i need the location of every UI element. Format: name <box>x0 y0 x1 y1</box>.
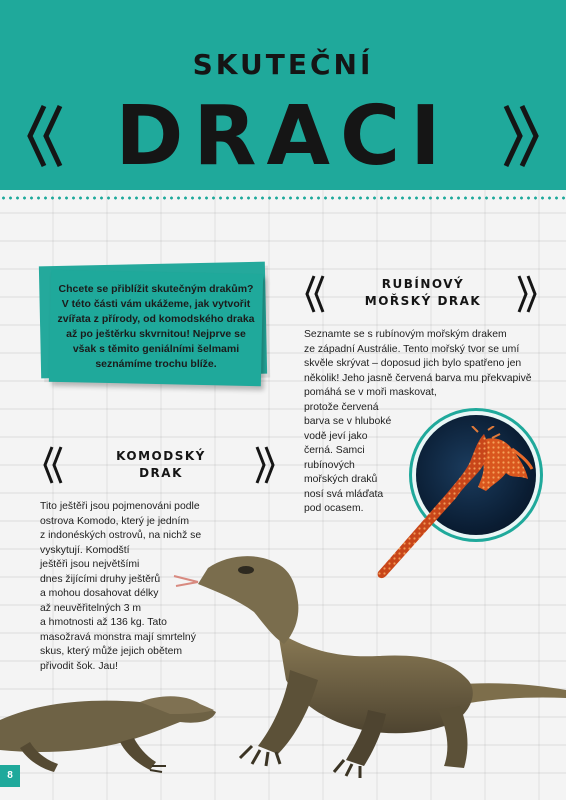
text-line: rubínových <box>304 459 355 471</box>
double-chevron-left-icon <box>304 274 326 314</box>
komodo-dragon-small-photo <box>0 680 220 785</box>
text-line: ostrova Komodo, který je jedním <box>40 515 190 527</box>
text-line: černá. Samci <box>304 445 365 456</box>
komodo-dragon-title-line2: DRAK <box>139 466 183 480</box>
text-line: skvěle skrývat – doposud jich bylo spatřeno jen <box>304 358 522 369</box>
double-chevron-right-icon <box>516 274 538 314</box>
komodo-dragon-title <box>68 448 254 482</box>
text-line: vodě jeví jako <box>304 430 368 442</box>
page-number: 8 <box>0 765 20 787</box>
text-line: pod ocasem. <box>304 503 364 514</box>
text-line: protože červená <box>304 401 379 413</box>
ruby-dragon-title-line2: MOŘSKÝ DRAK <box>364 294 482 308</box>
text-line: Tito ještěři jsou pojmenováni podle <box>40 501 200 512</box>
text-line: a hmotnosti až 136 kg. Tato <box>40 617 167 628</box>
text-line: vyskytují. Komodští <box>40 544 130 556</box>
double-chevron-left-icon <box>26 104 64 168</box>
text-line: pomáhá se v moři maskovat, <box>304 387 437 398</box>
text-line: z indonéských ostrovů, na nichž se <box>40 530 202 541</box>
text-line: skus, který může jejich obětem <box>40 646 183 657</box>
text-line: dnes žijícími druhy ještěrů <box>40 573 161 585</box>
ruby-dragon-title <box>330 276 516 310</box>
double-chevron-left-icon <box>42 445 64 485</box>
text-line: několik! Jeho jasně červená barva mu překvapivě <box>304 372 532 384</box>
text-line: ještěři jsou největšími <box>40 559 140 570</box>
text-line: a mohou dosahovat délky <box>40 588 159 599</box>
ruby-dragon-title-line1: RUBÍNOVÝ <box>381 277 465 291</box>
text-line: až neuvěřitelných 3 m <box>40 602 142 614</box>
intro-text: Chcete se přiblížit skutečným drakům? V této části vám ukážeme, jak vytvořit zvířata z přírody, od komodského draka až po ještěrku skvrnitou! Nejprve se však s těmito geniálními šelmami seznámíme trochu blíže. <box>57 283 255 370</box>
text-line: barva se v hluboké <box>304 416 392 427</box>
title-small: SKUTEČNÍ <box>192 48 374 81</box>
komodo-dragon-title-line1: KOMODSKÝ <box>116 449 206 463</box>
komodo-dragon-large-photo <box>168 540 566 785</box>
text-line: mořských draků <box>304 474 378 485</box>
title-big: DRACI <box>115 89 451 184</box>
text-line: nosí svá mláďata <box>304 488 384 500</box>
text-line: ze západní Austrálie. Tento mořský tvor se umí <box>304 343 520 355</box>
text-line: přivodit šok. Jau! <box>40 660 118 672</box>
dotted-divider <box>0 196 566 200</box>
text-line: masožravá monstra mají smrtelný <box>40 631 196 643</box>
double-chevron-right-icon <box>254 445 276 485</box>
double-chevron-right-icon <box>502 104 540 168</box>
text-line: Seznamte se s rubínovým mořským drakem <box>304 329 507 340</box>
